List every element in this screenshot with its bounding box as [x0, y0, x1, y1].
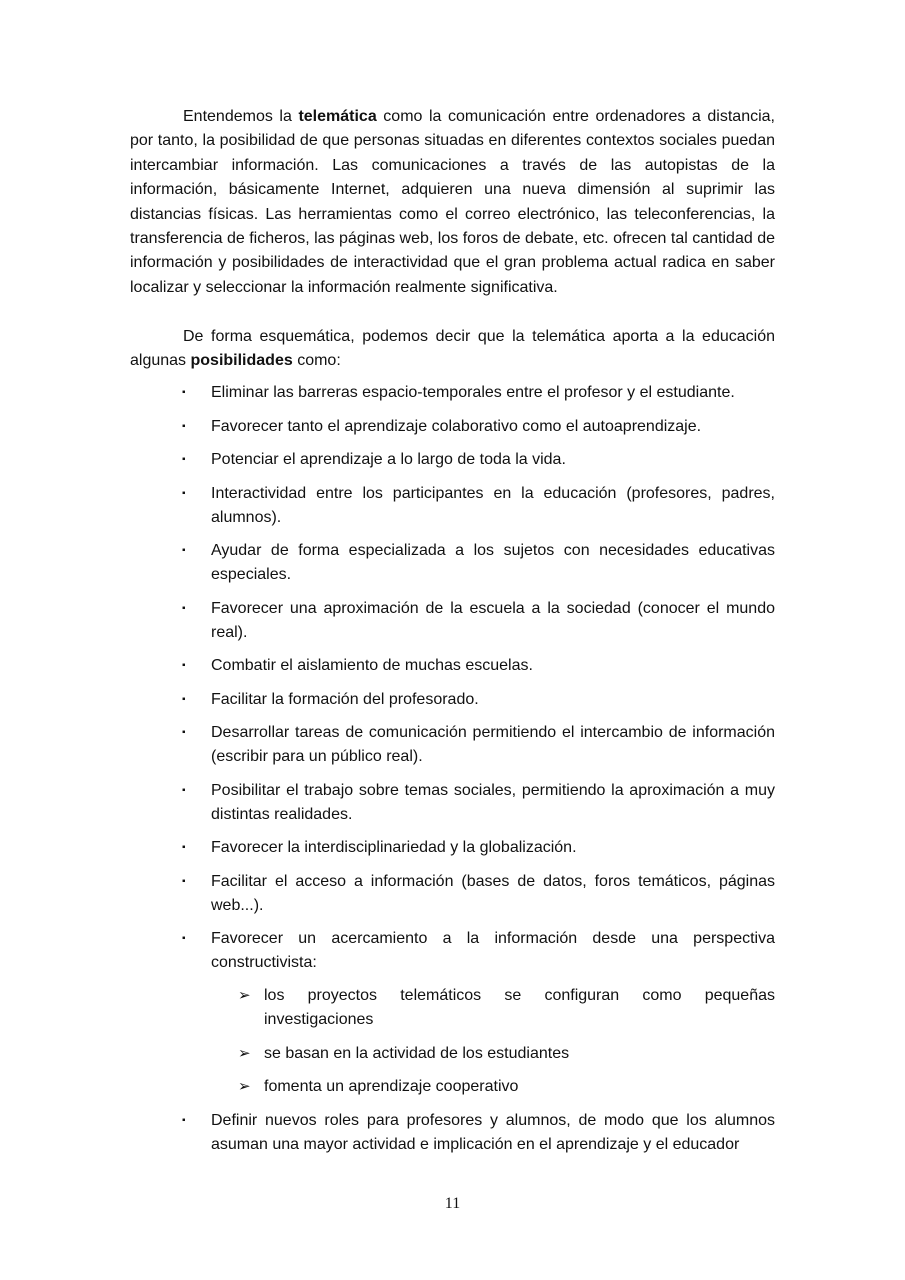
square-bullet-icon: ▪ [182, 660, 186, 672]
list-item-text: Facilitar el acceso a información (bases de datos, foros temáticos, páginas web...). [211, 872, 775, 914]
sub-list-item-text: fomenta un aprendizaje cooperativo [264, 1078, 519, 1096]
text: como la comunicación entre ordenadores a distancia, por tanto, la posibilidad de que personas situadas en diferentes contextos sociales puedan intercambiar información. Las comunicaciones a través de las autopistas de la información, básicamente Internet, adquieren una nueva dimensión al suprimir las distancias físicas. Las herramientas como el correo electrónico, las teleconferencias, la transferencia de ficheros, las páginas web, los foros de debate, etc. ofrecen tal cantidad de información y posibilidades de interactividad que el gran problema actual radica en saber localizar y seleccionar la información realmente significativa. [130, 108, 775, 296]
square-bullet-icon: ▪ [182, 545, 186, 557]
page-number: 11 [444, 1195, 461, 1212]
list-item-text: Combatir el aislamiento de muchas escuelas. [211, 657, 533, 675]
text: como: [292, 352, 341, 370]
list-item-text: Ayudar de forma especializada a los sujetos con necesidades educativas especiales. [211, 542, 775, 584]
list-item [130, 721, 775, 769]
list-item [130, 448, 775, 472]
list-item-text: Favorecer un acercamiento a la información desde una perspectiva constructivista: [211, 930, 775, 972]
text: Entendemos la [183, 108, 299, 125]
arrow-bullet-icon: ➢ [238, 1044, 251, 1062]
list-item-text: Definir nuevos roles para profesores y alumnos, de modo que los alumnos asuman una mayor actividad e implicación en el aprendizaje y el educador [211, 1111, 775, 1153]
possibilities-list [130, 381, 775, 1157]
list-item [130, 539, 775, 587]
square-bullet-icon: ▪ [182, 420, 186, 432]
sub-list-item [211, 984, 775, 1032]
list-item [130, 1109, 775, 1157]
list-item-text: Facilitar la formación del profesorado. [211, 690, 479, 708]
list-item-text: Eliminar las barreras espacio-temporales entre el profesor y el estudiante. [211, 384, 735, 402]
list-item [130, 836, 775, 860]
document-page [130, 105, 775, 1166]
list-item [130, 654, 775, 678]
square-bullet-icon: ▪ [182, 693, 186, 705]
list-item [130, 779, 775, 827]
bold-term: posibilidades [190, 352, 293, 370]
bold-term: telemática [298, 108, 377, 125]
square-bullet-icon: ▪ [182, 454, 186, 466]
list-item-text: Desarrollar tareas de comunicación permitiendo el intercambio de información (escribir para un público real). [211, 724, 775, 766]
sub-list-item-text: se basan en la actividad de los estudiantes [264, 1044, 570, 1062]
list-item-text: Favorecer una aproximación de la escuela a la sociedad (conocer el mundo real). [211, 599, 775, 641]
arrow-bullet-icon: ➢ [238, 987, 251, 1005]
square-bullet-icon: ▪ [182, 387, 186, 399]
square-bullet-icon: ▪ [182, 875, 186, 887]
square-bullet-icon: ▪ [182, 487, 186, 499]
list-item-text: Favorecer tanto el aprendizaje colaborativo como el autoaprendizaje. [211, 417, 702, 435]
sub-list [211, 984, 775, 1099]
text: De forma esquemática, podemos decir que la telemática aporta a la educación algunas [130, 327, 775, 370]
paragraph-telematica [130, 105, 775, 300]
square-bullet-icon: ▪ [182, 727, 186, 739]
sub-list-item-text: los proyectos telemáticos se configuran como pequeñas investigaciones [264, 987, 775, 1029]
list-item [130, 688, 775, 712]
list-item-text: Posibilitar el trabajo sobre temas sociales, permitiendo la aproximación a muy distintas realidades. [211, 781, 775, 823]
sub-list-item [211, 1075, 775, 1099]
list-item [130, 381, 775, 405]
list-item [130, 927, 775, 1099]
square-bullet-icon: ▪ [182, 784, 186, 796]
list-item [130, 482, 775, 530]
square-bullet-icon: ▪ [182, 602, 186, 614]
paragraph-posibilidades [130, 325, 775, 374]
list-item [130, 597, 775, 645]
square-bullet-icon: ▪ [182, 933, 186, 945]
list-item [130, 870, 775, 918]
list-item [130, 415, 775, 439]
square-bullet-icon: ▪ [182, 1114, 186, 1126]
list-item-text: Interactividad entre los participantes en la educación (profesores, padres, alumnos). [211, 484, 775, 526]
list-item-text: Favorecer la interdisciplinariedad y la globalización. [211, 839, 577, 857]
list-item-text: Potenciar el aprendizaje a lo largo de toda la vida. [211, 451, 566, 469]
sub-list-item [211, 1042, 775, 1066]
arrow-bullet-icon: ➢ [238, 1078, 251, 1096]
square-bullet-icon: ▪ [182, 842, 186, 854]
